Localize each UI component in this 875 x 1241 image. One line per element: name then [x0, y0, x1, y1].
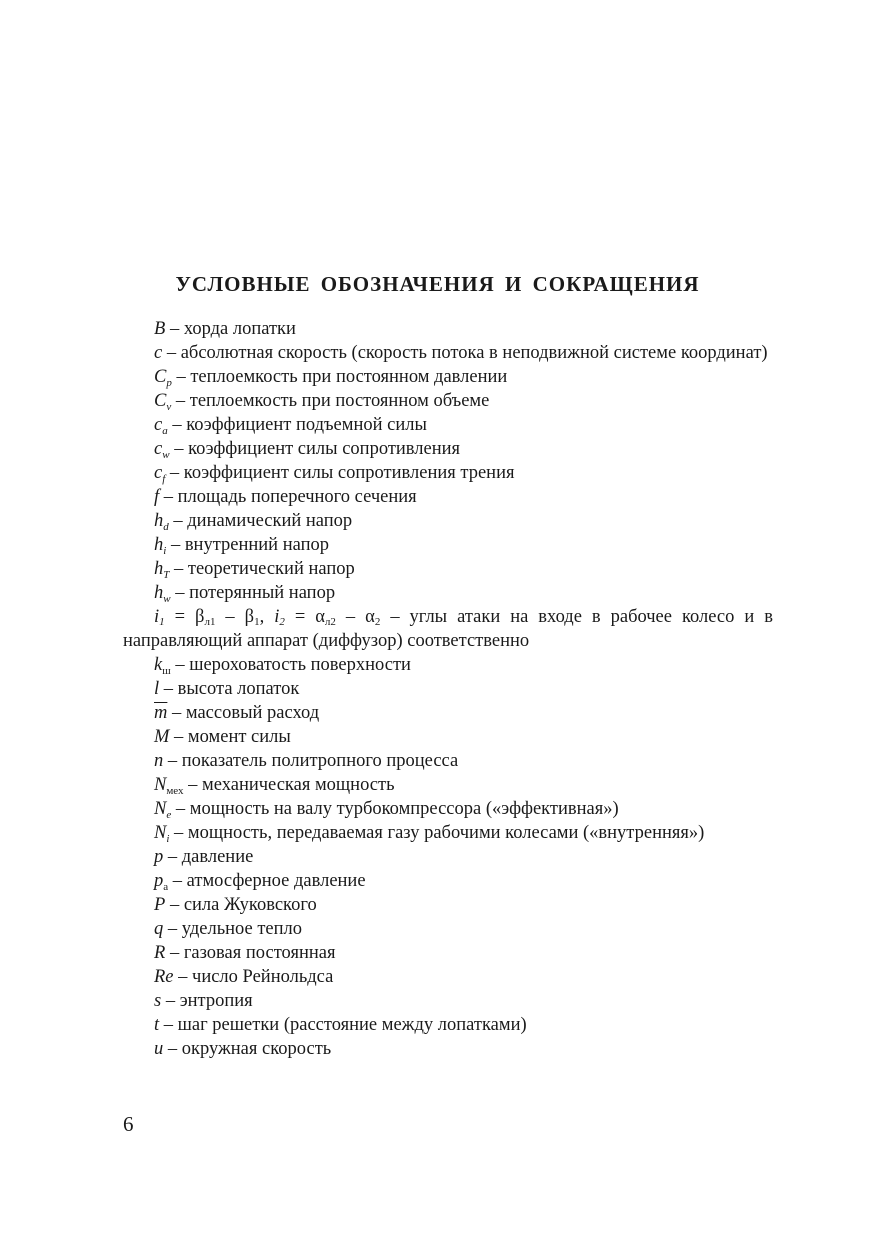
- symbol: h: [154, 583, 164, 603]
- dash-separator: –: [183, 775, 203, 795]
- notation-group-b: [123, 653, 773, 1061]
- list-item: [123, 701, 773, 725]
- definition-text: внутренний напор: [184, 535, 329, 555]
- symbol: s: [154, 991, 162, 1011]
- definition-text: потерянный напор: [189, 583, 336, 603]
- dash-separator: –: [170, 583, 190, 603]
- definition-text: высота лопаток: [177, 679, 300, 699]
- subscript: i: [166, 833, 170, 845]
- dash-separator: –: [165, 463, 184, 483]
- symbol: u: [154, 1039, 164, 1059]
- dash-separator: –: [161, 991, 180, 1011]
- symbol: t: [154, 1015, 160, 1035]
- symbol: c: [154, 343, 163, 363]
- symbol: B: [154, 319, 166, 339]
- formula-part: – β: [215, 607, 255, 627]
- list-item: [123, 917, 773, 941]
- symbol: N: [154, 823, 167, 843]
- list-item: [123, 509, 773, 533]
- list-item: [123, 941, 773, 965]
- subscript: w: [163, 593, 171, 605]
- dash-separator: –: [163, 847, 182, 867]
- subscript: d: [163, 521, 169, 533]
- list-item: [123, 317, 773, 341]
- definition-text: коэффициент силы сопротивления трения: [183, 463, 515, 483]
- subscript: а: [163, 881, 169, 893]
- subscript: v: [166, 401, 172, 413]
- dash-separator: –: [163, 1039, 182, 1059]
- definition-text: шаг решетки (расстояние между лопатками): [177, 1015, 527, 1035]
- symbol: $\overline{m}$: [154, 703, 168, 723]
- dash-separator: –: [165, 319, 184, 339]
- list-item: [123, 413, 773, 437]
- list-item: [123, 557, 773, 581]
- definition-text: хорда лопатки: [183, 319, 296, 339]
- symbol: c: [154, 463, 163, 483]
- list-item: [123, 341, 773, 365]
- subscript: p: [166, 377, 172, 389]
- definition-text: шероховатость поверхности: [189, 655, 411, 675]
- definition-text: абсолютная скорость (скорость потока в неподвижной системе координат): [180, 343, 768, 363]
- definition-text: число Рейнольдса: [192, 967, 334, 987]
- formula-part: – α: [335, 607, 375, 627]
- definition-text: газовая постоянная: [183, 943, 336, 963]
- symbol: p: [154, 847, 164, 867]
- dash-separator: –: [159, 1015, 178, 1035]
- formula-part: = β: [174, 607, 205, 627]
- dash-separator: –: [166, 535, 185, 555]
- list-item: [123, 485, 773, 509]
- list-item: [123, 965, 773, 989]
- list-item: [123, 365, 773, 389]
- dash-separator: –: [163, 919, 182, 939]
- dash-separator: –: [165, 943, 184, 963]
- list-item-incidence: [123, 605, 773, 653]
- symbol: l: [154, 679, 160, 699]
- symbol: p: [154, 871, 164, 891]
- symbol: n: [154, 751, 164, 771]
- subscript: мех: [166, 785, 184, 797]
- dash-separator: –: [171, 367, 191, 387]
- definition-text: динамический напор: [187, 511, 353, 531]
- dash-separator: –: [169, 727, 188, 747]
- list-item: [123, 677, 773, 701]
- dash-separator: –: [168, 511, 188, 531]
- definition-text: коэффициент силы сопротивления: [188, 439, 461, 459]
- definition-text: массовый расход: [185, 703, 320, 723]
- definition-text: площадь поперечного сечения: [177, 487, 417, 507]
- dash-separator: –: [173, 967, 193, 987]
- symbol: N: [154, 799, 167, 819]
- definition-text: теплоемкость при постоянном объеме: [189, 391, 490, 411]
- dash-separator: –: [169, 439, 189, 459]
- dash-separator: –: [167, 703, 186, 723]
- list-item: [123, 533, 773, 557]
- symbol: R: [154, 943, 166, 963]
- symbol: N: [154, 775, 167, 795]
- dash-separator: –: [165, 895, 184, 915]
- symbol-i2: $i_2$: [274, 607, 285, 628]
- list-item: [123, 893, 773, 917]
- dash-separator: –: [168, 871, 187, 891]
- formula-separator: ,: [259, 607, 265, 627]
- definition-text: атмосферное давление: [186, 871, 366, 891]
- symbol: Re: [154, 967, 174, 987]
- symbol-i1: $i_1$: [154, 607, 165, 628]
- symbol: h: [154, 559, 164, 579]
- list-item: [123, 989, 773, 1013]
- definition-text: удельное тепло: [181, 919, 303, 939]
- list-item: [123, 797, 773, 821]
- subscript: ш: [162, 665, 171, 677]
- symbol: c: [154, 415, 163, 435]
- symbol: c: [154, 439, 163, 459]
- dash-separator: –: [162, 343, 181, 363]
- definition-text: мощность на валу турбокомпрессора («эффективная»): [189, 799, 619, 819]
- dash-separator: –: [159, 679, 178, 699]
- dash-separator: –: [159, 487, 178, 507]
- symbol: k: [154, 655, 163, 675]
- subscript: 1: [159, 616, 165, 628]
- subscript: i: [163, 545, 167, 557]
- list-item: [123, 869, 773, 893]
- definition-text: окружная скорость: [181, 1039, 332, 1059]
- list-item: [123, 821, 773, 845]
- symbol: h: [154, 535, 164, 555]
- list-item: [123, 653, 773, 677]
- formula-part: = α: [294, 607, 325, 627]
- list-item: [123, 725, 773, 749]
- dash-separator: –: [171, 391, 190, 411]
- definition-text: теоретический напор: [187, 559, 355, 579]
- subscript: л1: [204, 616, 216, 628]
- subscript: 2: [374, 616, 381, 628]
- definition-text: теплоемкость при постоянном давлении: [190, 367, 508, 387]
- symbol: M: [154, 727, 170, 747]
- list-item: [123, 389, 773, 413]
- list-item: [123, 461, 773, 485]
- definition-text: коэффициент подъемной силы: [186, 415, 427, 435]
- list-item: [123, 773, 773, 797]
- subscript: 2: [279, 616, 285, 628]
- list-item: [123, 1013, 773, 1037]
- symbol: h: [154, 511, 164, 531]
- page-number: 6: [123, 1112, 134, 1136]
- symbol: f: [154, 487, 160, 507]
- definition-text: механическая мощность: [202, 775, 395, 795]
- symbol: q: [154, 919, 164, 939]
- dash-separator: –: [167, 415, 187, 435]
- subscript: e: [166, 809, 172, 821]
- list-item: [123, 1037, 773, 1061]
- notation-list: [123, 317, 773, 1061]
- dash-separator: –: [169, 559, 188, 579]
- subscript: 1: [254, 616, 260, 628]
- page-title: УСЛОВНЫЕ ОБОЗНАЧЕНИЯ И СОКРАЩЕНИЯ: [175, 272, 700, 296]
- definition-text: – углы атаки на входе в рабочее колесо и в направляющий аппарат (диффузор) соответственно: [123, 607, 773, 651]
- list-item: [123, 581, 773, 605]
- definition-text: давление: [181, 847, 254, 867]
- subscript: a: [162, 425, 168, 437]
- definition-text: энтропия: [179, 991, 253, 1011]
- definition-text: мощность, передаваемая газу рабочими колесами («внутренняя»): [187, 823, 705, 843]
- subscript: f: [162, 473, 166, 485]
- definition-text: показатель политропного процесса: [181, 751, 459, 771]
- list-item: [123, 845, 773, 869]
- subscript: w: [162, 449, 170, 461]
- dash-separator: –: [171, 799, 190, 819]
- dash-separator: –: [170, 655, 190, 675]
- dash-separator: –: [169, 823, 188, 843]
- subscript: T: [163, 569, 170, 581]
- symbol: C: [154, 391, 167, 411]
- list-item: [123, 749, 773, 773]
- subscript: л2: [324, 616, 336, 628]
- definition-text: сила Жуковского: [183, 895, 317, 915]
- symbol: C: [154, 367, 167, 387]
- definition-text: момент силы: [187, 727, 291, 747]
- notation-group-a: [123, 317, 773, 605]
- symbol: P: [154, 895, 166, 915]
- dash-separator: –: [163, 751, 182, 771]
- list-item: [123, 437, 773, 461]
